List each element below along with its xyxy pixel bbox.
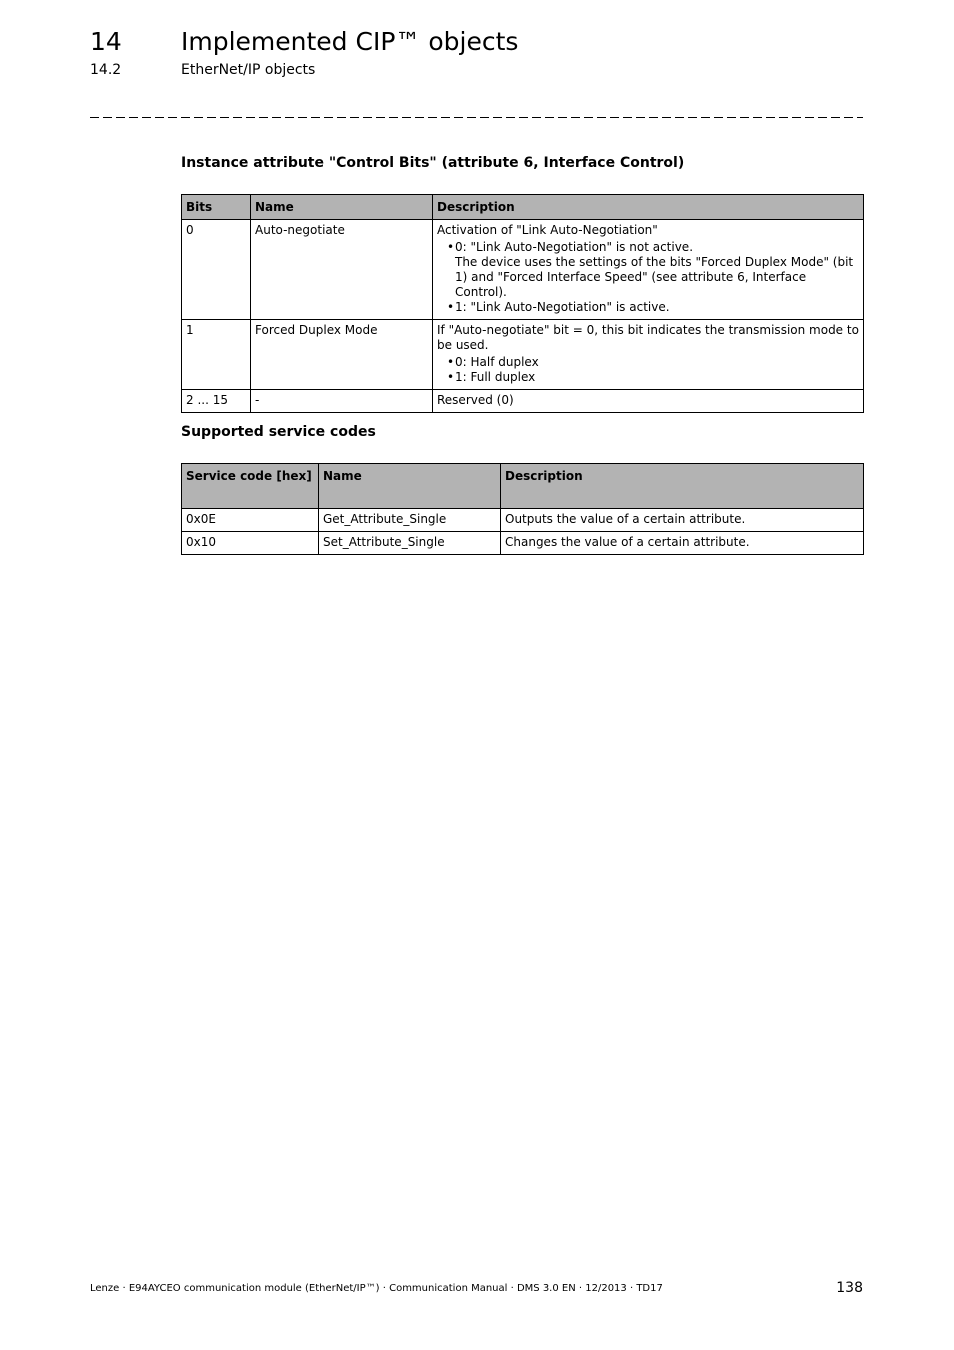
section-number: 14.2 [90, 62, 122, 78]
footer-text: Lenze · E94AYCEO communication module (EtherNet/IP™) · Communication Manual · DMS 3.0 EN · 12/2013 · TD17 [90, 1283, 663, 1294]
column-header-name: Name [319, 464, 501, 509]
table-row [182, 320, 864, 390]
list-item [447, 240, 859, 300]
bits-cell: 1 [182, 320, 251, 390]
name-cell: Auto-negotiate [251, 220, 433, 320]
service-code-cell: 0x0E [182, 509, 319, 532]
description-cell: Reserved (0) [433, 390, 864, 413]
table-header-row [182, 195, 864, 220]
control-bits-heading: Instance attribute "Control Bits" (attribute 6, Interface Control) [181, 155, 685, 171]
column-header-bits: Bits [182, 195, 251, 220]
column-header-description: Description [501, 464, 864, 509]
bullet-list [437, 240, 859, 315]
name-cell: Set_Attribute_Single [319, 532, 501, 555]
chapter-number: 14 [90, 27, 122, 56]
list-item: • 0: Half duplex [447, 355, 859, 370]
bullet-note: The device uses the settings of the bits "Forced Duplex Mode" (bit 1) and "Forced Interface Speed" (see attribute 6, Interface Control). [455, 255, 854, 299]
page-number: 138 [836, 1280, 863, 1296]
table-row [182, 532, 864, 555]
table-row [182, 509, 864, 532]
name-cell: - [251, 390, 433, 413]
name-cell: Get_Attribute_Single [319, 509, 501, 532]
description-text: Activation of "Link Auto-Negotiation" [437, 223, 658, 237]
description-cell [433, 320, 864, 390]
list-item: • 1: Full duplex [447, 370, 859, 385]
chapter-title: Implemented CIP™ objects [181, 27, 519, 56]
description-cell: Changes the value of a certain attribute. [501, 532, 864, 555]
table-header-row [182, 464, 864, 509]
description-cell: Outputs the value of a certain attribute. [501, 509, 864, 532]
bits-cell: 2 ... 15 [182, 390, 251, 413]
description-cell [433, 220, 864, 320]
description-text: If "Auto-negotiate" bit = 0, this bit indicates the transmission mode to be used. [437, 323, 859, 352]
bullet-text: 0: "Link Auto-Negotiation" is not active. [455, 240, 694, 254]
column-header-name: Name [251, 195, 433, 220]
service-code-cell: 0x10 [182, 532, 319, 555]
bullet-list [437, 355, 859, 385]
control-bits-table [181, 194, 864, 413]
service-codes-table [181, 463, 864, 555]
column-header-description: Description [433, 195, 864, 220]
list-item: • 1: "Link Auto-Negotiation" is active. [447, 300, 859, 315]
section-title: EtherNet/IP objects [181, 62, 316, 78]
column-header-service-code: Service code [hex] [182, 464, 319, 509]
table-row [182, 390, 864, 413]
bits-cell: 0 [182, 220, 251, 320]
service-codes-heading: Supported service codes [181, 424, 376, 440]
header-divider [90, 117, 863, 118]
table-row [182, 220, 864, 320]
name-cell: Forced Duplex Mode [251, 320, 433, 390]
